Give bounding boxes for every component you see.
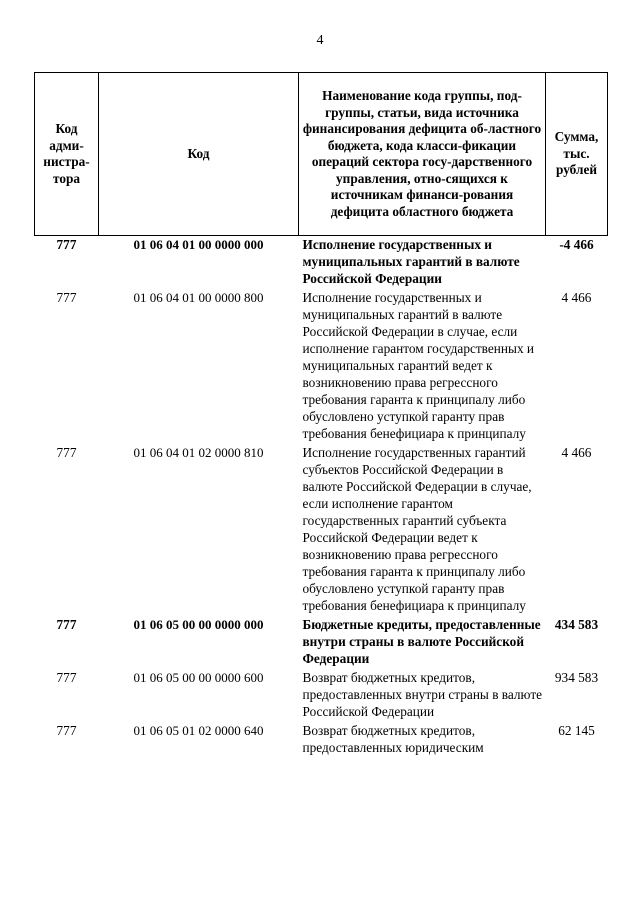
sources-table (34, 72, 608, 758)
table-row (35, 669, 608, 722)
row-name: Исполнение государственных и муниципальных гарантий в валюте Российской Федерации в случае, если исполнение гарантом государственных и муниципальных гарантий ведет к возникновению права регрессного требования гаранта к принципалу либо обусловлено уступкой гаранту прав требования бенефициара к принципалу (302, 290, 535, 441)
row-sum: 434 583 (554, 617, 599, 632)
row-name: Исполнение государственных гарантий субъектов Российской Федерации в валюте Российской Федерации в случае, если исполнение гарантом государственных гарантий субъекта Российской Федерации ведет к возникновению права регрессного требования гаранта к принципалу либо обусловлено уступкой гаранту прав требования бенефициара к принципалу (302, 445, 532, 613)
row-admin-code: 777 (56, 670, 77, 685)
table-row (35, 289, 608, 444)
row-code: 01 06 05 00 00 0000 600 (133, 670, 264, 685)
header-name: Наименование кода группы, под-группы, статьи, вида источника финансирования дефицита об-ластного бюджета, кода класси-фикации операций сектора госу-дарственного управления, отно-сящихся к источникам финанси-рования дефицита областного бюджета (299, 73, 546, 236)
table-row (35, 616, 608, 669)
row-sum: 934 583 (554, 670, 599, 685)
header-sum: Сумма, тыс. рублей (546, 73, 608, 236)
row-sum: 4 466 (561, 290, 592, 305)
table-header (35, 73, 608, 236)
row-code: 01 06 05 01 02 0000 640 (133, 723, 264, 738)
row-name: Возврат бюджетных кредитов, предоставленных внутри страны в валюте Российской Федерации (302, 670, 543, 719)
table-row (35, 722, 608, 758)
row-sum: -4 466 (559, 237, 594, 252)
row-sum: 62 145 (558, 723, 595, 738)
row-code: 01 06 05 00 00 0000 000 (133, 617, 264, 632)
row-admin-code: 777 (56, 237, 77, 252)
row-admin-code: 777 (56, 290, 77, 305)
row-sum: 4 466 (561, 445, 592, 460)
row-code: 01 06 04 01 00 0000 800 (133, 290, 264, 305)
row-name: Исполнение государственных и муниципальных гарантий в валюте Российской Федерации (302, 237, 520, 286)
row-name: Возврат бюджетных кредитов, предоставленных юридическим (302, 723, 484, 755)
row-admin-code: 777 (56, 445, 77, 460)
header-code: Код (99, 73, 299, 236)
row-admin-code: 777 (56, 617, 77, 632)
header-admin-code: Код адми-нистра-тора (35, 73, 99, 236)
row-admin-code: 777 (56, 723, 77, 738)
row-code: 01 06 04 01 00 0000 000 (133, 237, 264, 252)
table-row (35, 236, 608, 290)
table-row (35, 444, 608, 616)
page-number: 4 (316, 33, 324, 48)
row-code: 01 06 04 01 02 0000 810 (133, 445, 264, 460)
table-body (35, 236, 608, 759)
row-name: Бюджетные кредиты, предоставленные внутри страны в валюте Российской Федерации (302, 617, 541, 666)
